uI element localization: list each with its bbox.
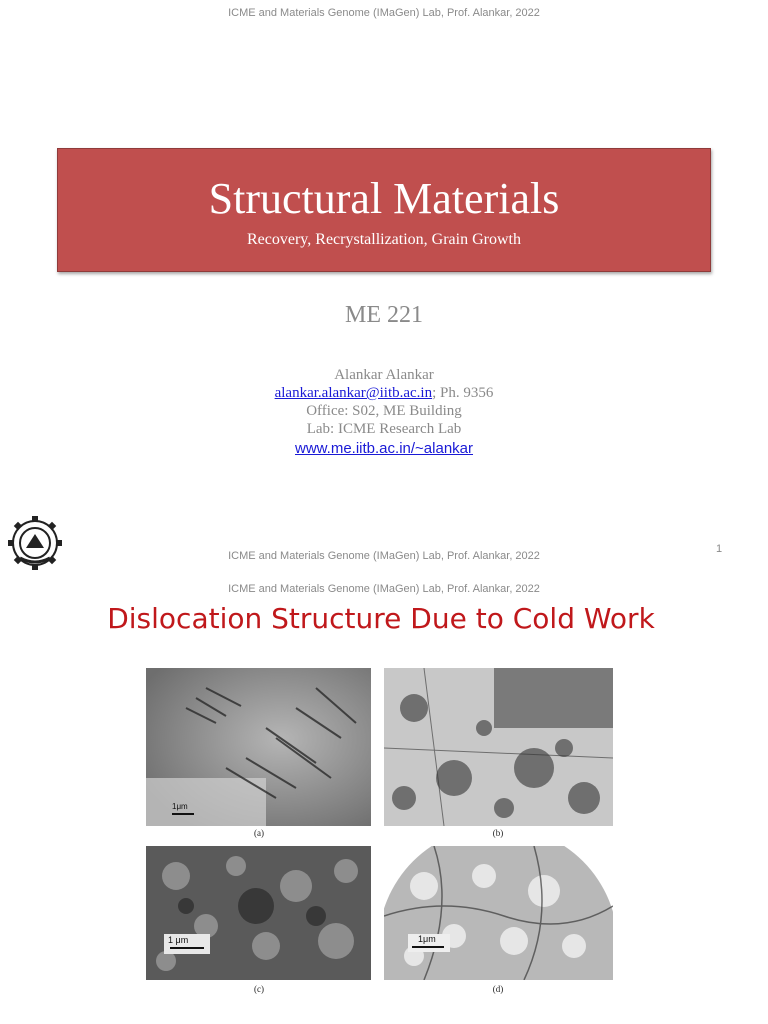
scale-label-c: 1 μm xyxy=(168,935,189,945)
panel-label-d: (d) xyxy=(492,984,504,994)
micrograph-b xyxy=(384,668,613,826)
slide2-header-credit: ICME and Materials Genome (IMaGen) Lab, Prof. Alankar, 2022 xyxy=(228,583,540,595)
website-link[interactable]: www.me.iitb.ac.in/~alankar xyxy=(295,440,473,457)
email-line xyxy=(0,384,768,402)
iitb-logo-icon xyxy=(6,514,64,572)
header-lab-credit: ICME and Materials Genome (IMaGen) Lab, Prof. Alankar, 2022 xyxy=(228,7,540,19)
slide2-title: Dislocation Structure Due to Cold Work xyxy=(107,602,655,635)
title-banner xyxy=(57,148,711,272)
slide-subtitle: Recovery, Recrystallization, Grain Growth xyxy=(247,231,521,248)
slide-title: Structural Materials xyxy=(208,174,560,223)
lab-line: Lab: ICME Research Lab xyxy=(306,421,462,437)
micrograph-a xyxy=(146,668,371,826)
course-code: ME 221 xyxy=(345,302,423,328)
footer-lab-credit: ICME and Materials Genome (IMaGen) Lab, Prof. Alankar, 2022 xyxy=(228,550,540,562)
website-line xyxy=(0,440,768,458)
scale-label-a: 1μm xyxy=(172,802,188,811)
instructor-name: Alankar Alankar xyxy=(334,367,434,383)
micrograph-c xyxy=(146,846,371,980)
panel-label-a: (a) xyxy=(254,828,264,838)
panel-label-c: (c) xyxy=(254,984,264,994)
panel-label-b: (b) xyxy=(492,828,504,838)
micrograph-d xyxy=(384,846,613,980)
scale-label-d: 1μm xyxy=(418,934,436,944)
phone-text: ; Ph. 9356 xyxy=(432,385,494,401)
email-link[interactable]: alankar.alankar@iitb.ac.in xyxy=(274,385,433,401)
page-number: 1 xyxy=(716,543,723,555)
office-line: Office: S02, ME Building xyxy=(306,403,462,419)
